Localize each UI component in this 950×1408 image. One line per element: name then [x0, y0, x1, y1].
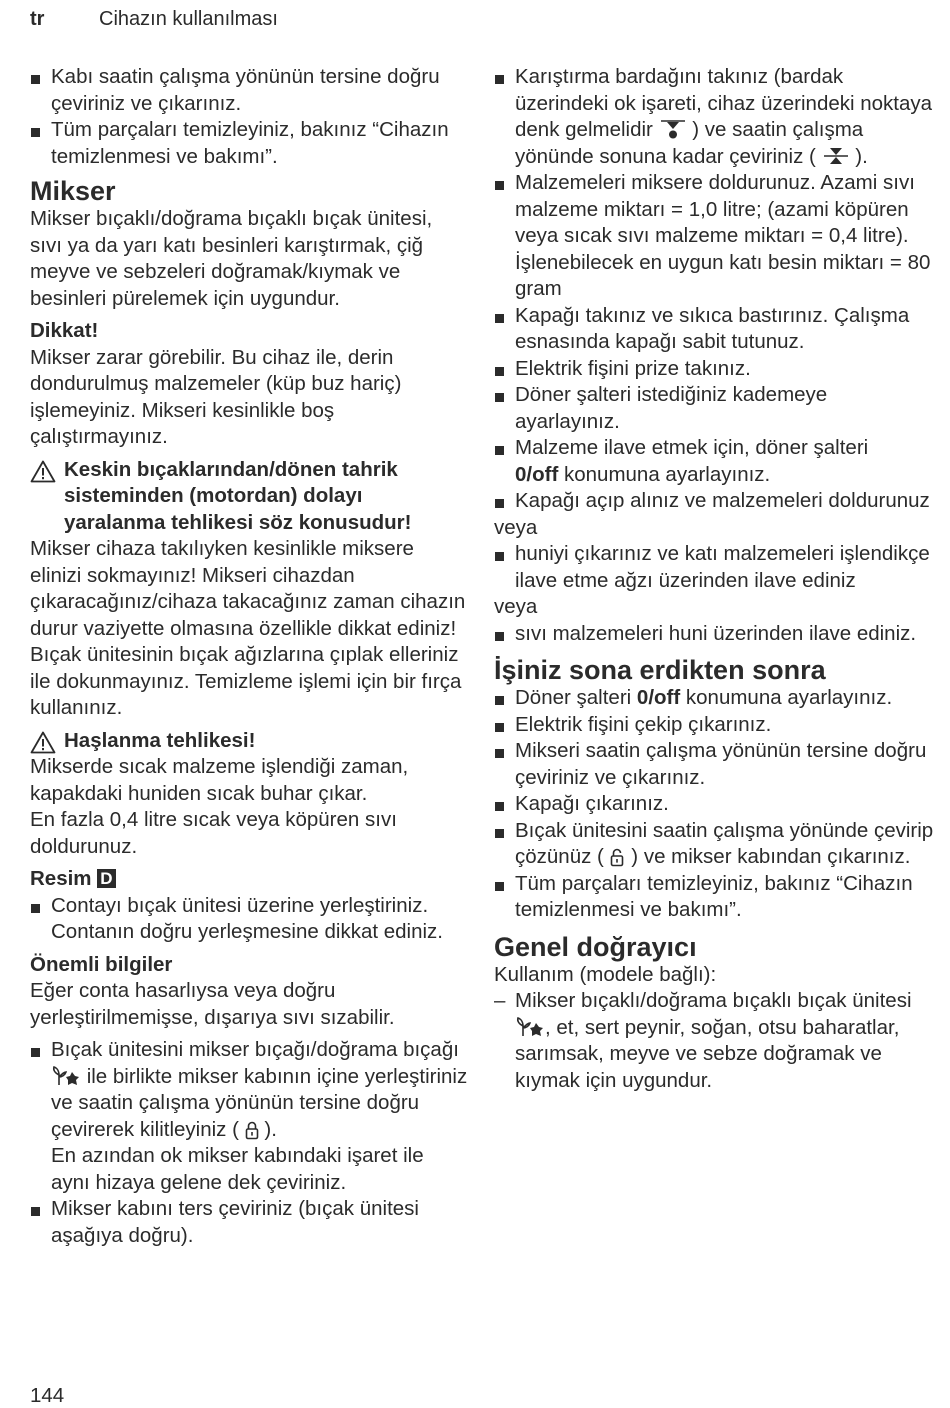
figure-label: Resim [30, 867, 92, 890]
general-chopper-heading: Genel doğrayıcı [494, 931, 697, 962]
list-item: Contayı bıçak ünitesi üzerine yerleştiriniz. Contanın doğru yerleşmesine dikkat ediniz. [30, 893, 468, 946]
list-item: sıvı malzemeleri huni üzerinden ilave ediniz. [494, 621, 934, 648]
list-item: Mikser kabını ters çeviriniz (bıçak ünitesi aşağıya doğru). [30, 1196, 468, 1249]
list-item: Tüm parçaları temizleyiniz, bakınız “Cihazın temizlenmesi ve bakımı”. [494, 871, 934, 924]
figure-badge: D [97, 869, 115, 888]
list-item: huniyi çıkarınız ve katı malzemeleri işlendikçe ilave etme ağzı üzerinden ilave ediniz [494, 541, 934, 594]
right-column [494, 64, 934, 1094]
list-item: Elektrik fişini prize takınız. [494, 356, 934, 383]
step-text: konumuna ayarlayınız. [563, 462, 771, 486]
page-number: 144 [30, 1384, 65, 1407]
dikkat-heading: Dikkat! [30, 319, 99, 342]
padlock-open-icon [610, 847, 626, 867]
list-item: Malzemeleri miksere doldurunuz. Azami sıvı malzeme miktarı = 1,0 litre; (azami köpüren veya sıcak sıvı malzeme miktarı = 0,4 litre). İşlenebilecek en uygun katı besin miktarı = 80 gram [494, 170, 934, 303]
switch-position: 0/off [636, 686, 681, 709]
scald-warning [30, 728, 468, 755]
injury-warning-text: Mikser cihaza takılıyken kesinlikle miksere elinizi sokmayınız! Mikseri cihazdan çıkaracağınız/cihaza takacağınız zaman cihazın durur vaziyette olmasına özellikle dikkat ediniz! Bıçak ünitesinin bıçak ağızlarına çıplak elleriniz ile dokunmayınız. Temizleme işlemi için bir fırça kullanınız. [30, 537, 466, 719]
page-header [30, 6, 278, 32]
step-text: ). [855, 144, 868, 168]
injury-warning-title: Keskin bıçaklarından/dönen tahrik sisteminden (motordan) dolayı yaralanma tehlikesi söz konusudur! [64, 457, 412, 534]
list-item [494, 435, 934, 488]
align-arrow-dot-icon [659, 118, 687, 140]
list-item: Kapağı takınız ve sıkıca bastırınız. Çalışma esnasında kapağı sabit tutunuz. [494, 303, 934, 356]
blade-item-text: Bıçak ünitesini mikser bıçağı/doğrama bıçağı [51, 1038, 459, 1061]
important-text: Eğer conta hasarlıysa veya doğru yerleştirilmemişse, dışarıya sıvı sızabilir. [30, 979, 395, 1029]
usage-text: Kullanım (modele bağlı): [494, 962, 717, 986]
blade-item-text: ). [264, 1117, 277, 1141]
after-use-heading: İşiniz sona erdikten sonra [494, 655, 826, 685]
mikser-paragraph: Mikser bıçaklı/doğrama bıçaklı bıçak ünitesi, sıvı ya da yarı katı besinleri karıştırmak, çiğ meyve ve sebzeleri doğramak/kıymak ve besinleri pürelemek için uygundur. [30, 207, 433, 310]
blade-item-text: En azından ok mikser kabındaki işaret ile aynı hizaya gelene dek çeviriniz. [51, 1144, 424, 1194]
step-text: ) ve mikser kabından çıkarınız. [631, 845, 911, 868]
list-item: Elektrik fişini çekip çıkarınız. [494, 712, 934, 739]
leaf-and-blade-icon [51, 1065, 81, 1087]
or-text: veya [494, 515, 538, 539]
list-item: Tüm parçaları temizleyiniz, bakınız “Cihazın temizlenmesi ve bakımı”. [30, 117, 468, 170]
step-text: Bıçak ünitesini saatin çalışma yönünde çevirip çözünüz ( [515, 818, 934, 868]
list-item: Döner şalteri istediğiniz kademeye ayarlayınız. [494, 382, 934, 435]
or-text: veya [494, 595, 538, 618]
figure-reference [30, 866, 468, 893]
mikser-heading: Mikser [30, 176, 116, 206]
list-item [494, 64, 934, 170]
switch-position: 0/off [515, 462, 559, 486]
list-item [30, 1037, 468, 1196]
list-item: Kapağı açıp alınız ve malzemeleri doldurunuz [494, 488, 934, 515]
list-item: Kabı saatin çalışma yönünün tersine doğru çeviriniz ve çıkarınız. [30, 64, 468, 117]
dash-marker: – [494, 989, 506, 1012]
injury-warning [30, 457, 468, 537]
scald-warning-text-2: En fazla 0,4 litre sıcak veya köpüren sıvı doldurunuz. [30, 808, 397, 858]
dash-list-item [494, 988, 934, 1094]
list-item: Mikseri saatin çalışma yönünün tersine doğru çeviriniz ve çıkarınız. [494, 738, 934, 791]
warning-triangle-icon [30, 731, 56, 754]
blade-item-text: ile birlikte mikser kabının içine yerleştiriniz ve saatin çalışma yönünün tersine doğru çevirerek kilitleyiniz ( [51, 1064, 468, 1141]
usage-item-text: Mikser bıçaklı/doğrama bıçaklı bıçak ünitesi [515, 989, 912, 1012]
left-column [30, 64, 468, 1249]
step-text: Malzeme ilave etmek için, döner şalteri [515, 436, 869, 459]
section-title: Cihazın kullanılması [99, 8, 278, 30]
important-heading: Önemli bilgiler [30, 952, 173, 976]
step-text: ) ve saatin çalışma yönünde sonuna kadar çeviriniz ( [515, 118, 864, 168]
scald-warning-text: Mikserde sıcak malzeme işlendiği zaman, kapakdaki huniden sıcak buhar çıkar. [30, 755, 409, 805]
dikkat-text: Mikser zarar görebilir. Bu cihaz ile, derin dondurulmuş malzemeler (küp buz hariç) işlemeyiniz. Mikseri kesinlikle boş çalıştırmayınız. [30, 345, 402, 448]
turn-arrow-icon [822, 145, 850, 167]
scald-warning-title: Haşlanma tehlikesi! [64, 728, 256, 752]
usage-item-text: , et, sert peynir, soğan, otsu baharatlar, sarımsak, meyve ve sebze doğramak ve kıymak için uygundur. [515, 1015, 900, 1092]
step-text: Döner şalteri [515, 686, 632, 709]
warning-triangle-icon [30, 460, 56, 483]
leaf-and-blade-icon [515, 1016, 545, 1038]
list-item: Kapağı çıkarınız. [494, 791, 934, 818]
language-code: tr [30, 8, 45, 30]
step-text: konumuna ayarlayınız. [685, 686, 893, 709]
step-text: Karıştırma bardağını takınız (bardak üzerindeki ok işareti, cihaz üzerindeki noktaya denk gelmelidir [515, 65, 933, 141]
list-item [494, 685, 934, 712]
list-item [494, 818, 934, 871]
padlock-closed-icon [245, 1120, 259, 1140]
